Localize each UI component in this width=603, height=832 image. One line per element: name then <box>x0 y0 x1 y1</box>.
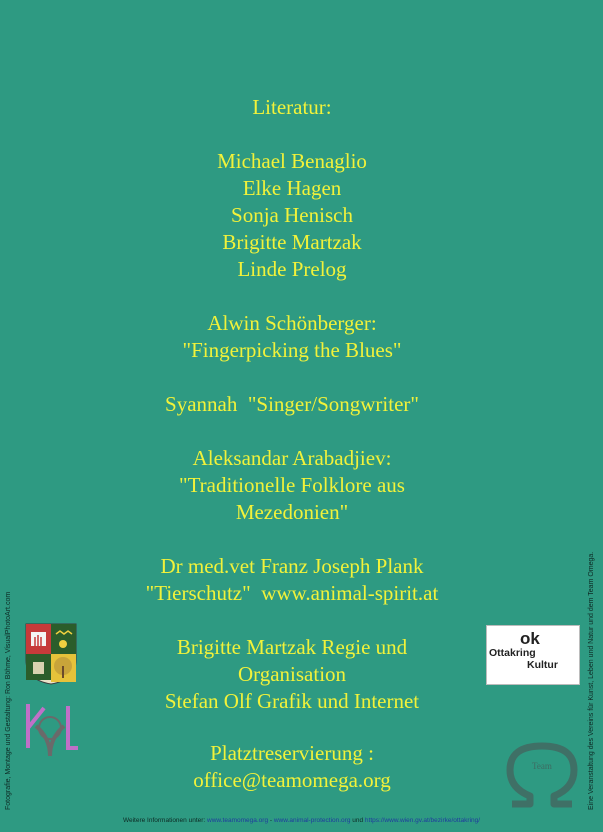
author-name: Brigitte Martzak <box>222 230 362 254</box>
authors-block <box>92 148 492 283</box>
reservation-label: Platztreservierung : <box>210 741 374 765</box>
credit-line: Brigitte Martzak Regie und <box>176 635 408 659</box>
omega-icon <box>502 738 582 810</box>
ottakring-word: Ottakring <box>489 647 536 659</box>
performance-title: Mezedonien" <box>235 500 349 524</box>
author-name: Sonja Henisch <box>231 203 353 227</box>
link-teamomega[interactable]: www.teamomega.org <box>207 817 269 824</box>
author-name: Michael Benaglio <box>217 149 367 173</box>
speaker-topic: "Tierschutz" www.animal-spirit.at <box>145 581 439 605</box>
performance-title: "Fingerpicking the Blues" <box>182 338 402 362</box>
team-label: Team <box>532 761 552 771</box>
credit-line: Organisation <box>237 662 347 686</box>
reservation-email[interactable]: office@teamomega.org <box>193 768 391 792</box>
footer-separator: und <box>350 817 365 824</box>
plank-block <box>92 553 492 607</box>
author-name: Linde Prelog <box>237 257 347 281</box>
literatur-block <box>92 94 492 121</box>
speaker-name: Dr med.vet Franz Joseph Plank <box>160 554 424 578</box>
team-omega-logo <box>502 738 582 810</box>
footer-info <box>0 817 603 824</box>
reservation-block <box>92 740 492 794</box>
performer-line: Syannah "Singer/Songwriter" <box>165 392 419 416</box>
performer-name: Aleksandar Arabadjiev: <box>192 446 392 470</box>
right-vertical-note <box>581 510 599 810</box>
link-wien-ottakring[interactable]: https://www.wien.gv.at/bezirke/ottakring/ <box>364 817 481 824</box>
kultur-word: Kultur <box>527 659 558 671</box>
alwin-block <box>92 310 492 364</box>
author-name: Elke Hagen <box>242 176 342 200</box>
left-vertical-credit <box>0 510 16 810</box>
syannah-block <box>92 391 492 418</box>
ottakring-crest-icon <box>24 622 78 686</box>
footer-prefix: Weitere Informationen unter: <box>122 817 208 824</box>
link-animal-protection[interactable]: www.animal-protection.org <box>273 817 351 824</box>
heading-literatur: Literatur: <box>252 95 332 119</box>
footer-separator: - <box>268 817 274 824</box>
organizer-note-text: Eine Veranstaltung des Vereins für Kunst, Leben und Natur und dem Team Omega. <box>588 551 595 810</box>
credit-line: Stefan Olf Grafik und Internet <box>164 689 420 713</box>
photo-credit-text: Fotografie, Montage und Gestaltung: Ron Böhme, VisualPhotoArt.com <box>5 591 12 810</box>
performance-title: "Traditionelle Folklore aus <box>179 473 405 497</box>
credits-block <box>92 634 492 715</box>
ottakring-kultur-logo <box>486 625 580 685</box>
aleksandar-block <box>92 445 492 526</box>
kl-logo-icon <box>22 698 80 758</box>
ok-letters: ok <box>520 629 540 648</box>
performer-name: Alwin Schönberger: <box>207 311 377 335</box>
